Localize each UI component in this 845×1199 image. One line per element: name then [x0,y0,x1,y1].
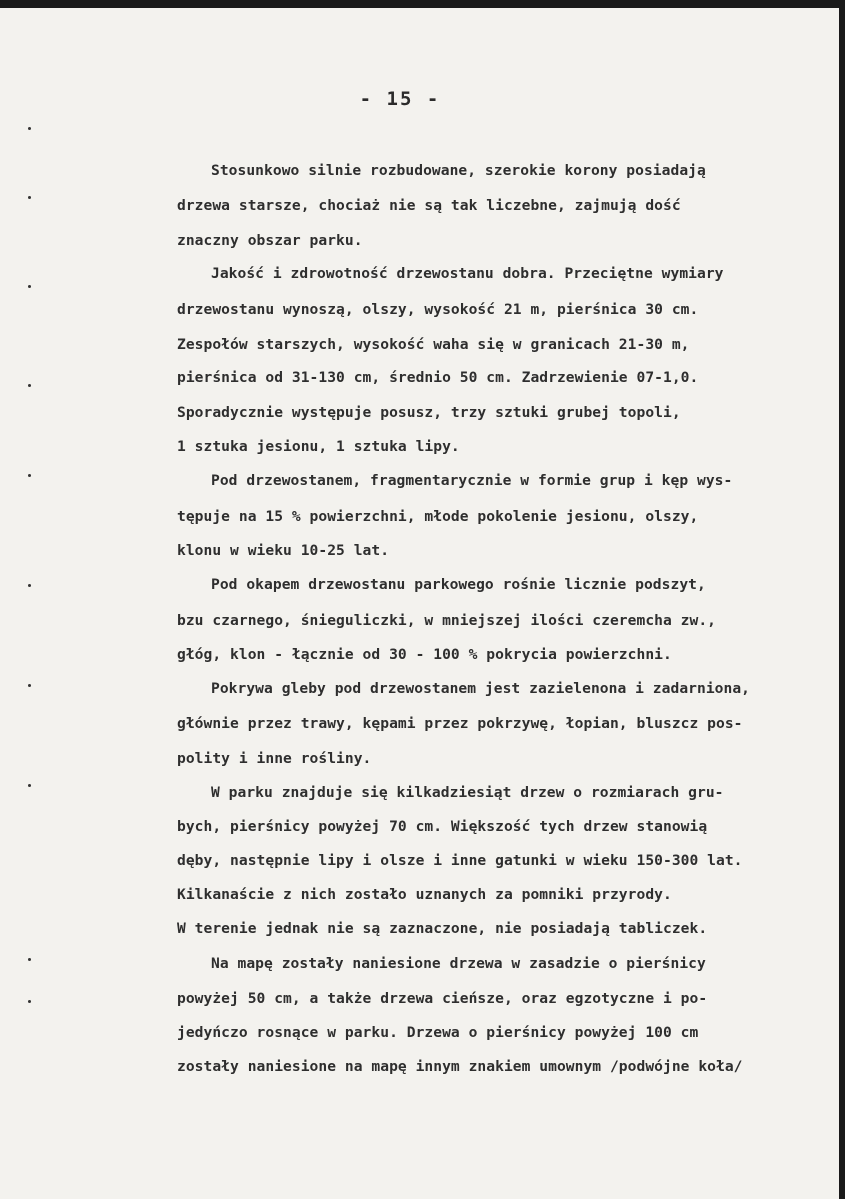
text-line: znaczny obszar parku. [177,232,363,249]
text-line: Zespołów starszych, wysokość waha się w granicach 21-30 m, [177,336,690,353]
text-line: tępuje na 15 % powierzchni, młode pokolenie jesionu, olszy, [177,508,699,525]
scan-edge-top [0,0,845,8]
punch-mark [28,196,31,199]
text-line: dęby, następnie lipy i olsze i inne gatunki w wieku 150-300 lat. [177,852,743,869]
text-line: pierśnica od 31-130 cm, średnio 50 cm. Zadrzewienie 07-1,0. [177,369,699,386]
text-line: drzewa starsze, chociaż nie są tak liczebne, zajmują dość [177,197,681,214]
text-line: powyżej 50 cm, a także drzewa cieńsze, oraz egzotyczne i po- [177,990,708,1007]
punch-mark [28,958,31,961]
text-line: głównie przez trawy, kępami przez pokrzywę, łopian, bluszcz pos- [177,715,743,732]
text-line: Pod okapem drzewostanu parkowego rośnie licznie podszyt, [211,576,706,593]
text-line: jedyńczo rosnące w parku. Drzewa o pierśnicy powyżej 100 cm [177,1024,699,1041]
punch-mark [28,127,31,130]
text-line: 1 sztuka jesionu, 1 sztuka lipy. [177,438,460,455]
punch-mark [28,1000,31,1003]
scan-edge-right [839,0,845,1199]
punch-mark [28,474,31,477]
text-line: Kilkanaście z nich zostało uznanych za pomniki przyrody. [177,886,672,903]
text-line: Pod drzewostanem, fragmentarycznie w formie grup i kęp wys- [211,472,733,489]
text-line: zostały naniesione na mapę innym znakiem umownym /podwójne koła/ [177,1058,743,1075]
punch-mark [28,285,31,288]
text-line: W terenie jednak nie są zaznaczone, nie posiadają tabliczek. [177,920,708,937]
text-line: drzewostanu wynoszą, olszy, wysokość 21 m, pierśnica 30 cm. [177,301,699,318]
text-line: bzu czarnego, śnieguliczki, w mniejszej ilości czeremcha zw., [177,612,717,629]
text-line: polity i inne rośliny. [177,750,372,767]
text-line: Na mapę zostały naniesione drzewa w zasadzie o pierśnicy [211,955,706,972]
text-line: Stosunkowo silnie rozbudowane, szerokie korony posiadają [211,162,706,179]
text-line: Pokrywa gleby pod drzewostanem jest zazielenona i zadarniona, [211,680,751,697]
punch-mark [28,384,31,387]
text-line: głóg, klon - łącznie od 30 - 100 % pokrycia powierzchni. [177,646,672,663]
text-line: W parku znajduje się kilkadziesiąt drzew o rozmiarach gru- [211,784,724,801]
text-line: Jakość i zdrowotność drzewostanu dobra. Przeciętne wymiary [211,265,724,282]
punch-mark [28,684,31,687]
text-line: Sporadycznie występuje posusz, trzy sztuki grubej topoli, [177,404,681,421]
punch-mark [28,584,31,587]
text-line: bych, pierśnicy powyżej 70 cm. Większość tych drzew stanowią [177,818,708,835]
punch-mark [28,784,31,787]
text-line: klonu w wieku 10-25 lat. [177,542,390,559]
page-number: - 15 - [359,88,441,110]
